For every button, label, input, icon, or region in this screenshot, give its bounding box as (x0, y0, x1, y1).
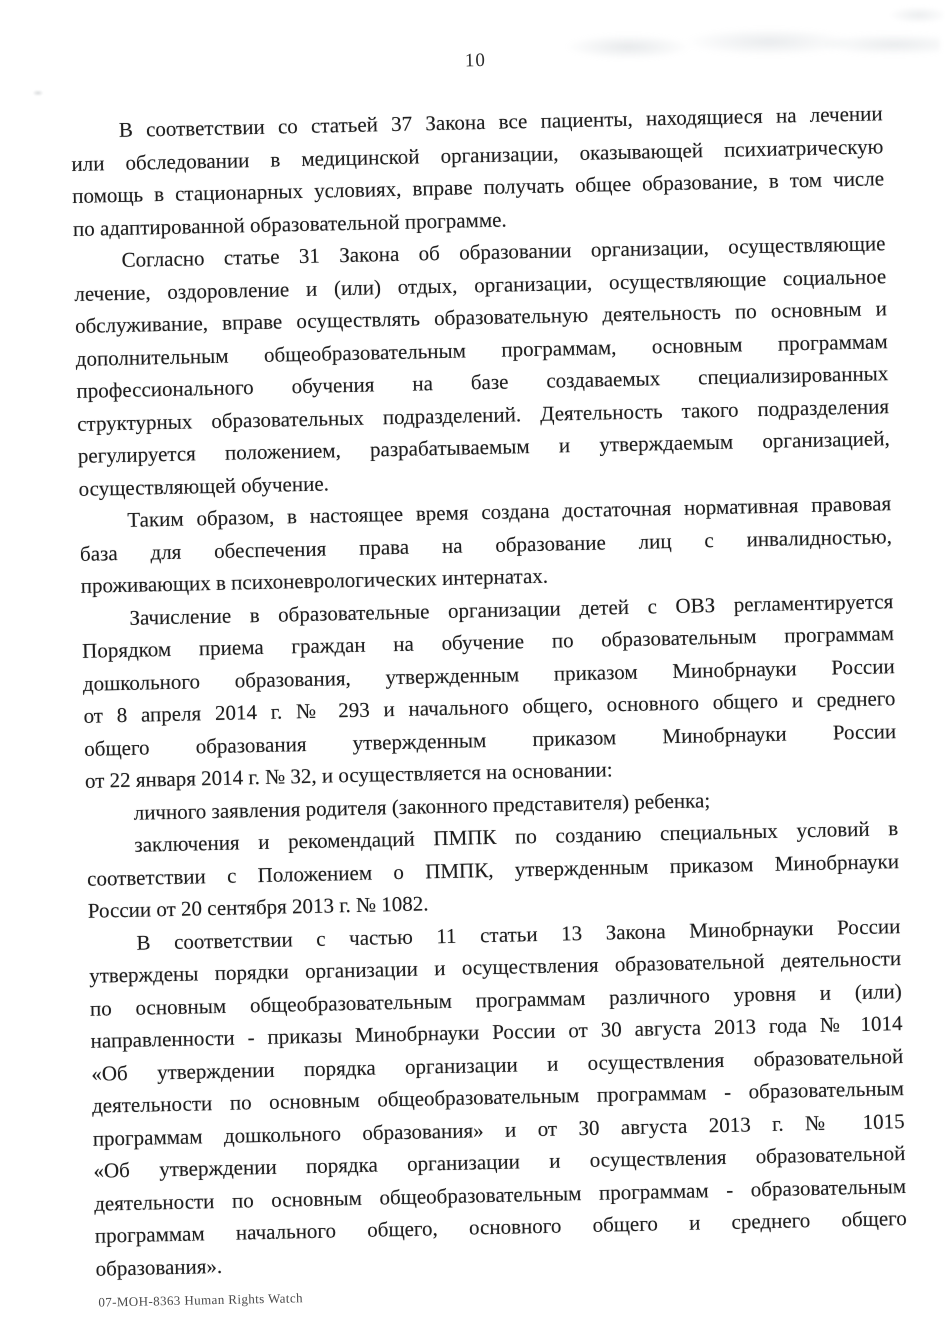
text-line: от 8 апреля 2014 г. № 293 и начального общего, основного общего и среднего (83, 686, 896, 728)
text-line: Согласно статье 31 Закона об образовании организации, осуществляющие (121, 231, 886, 272)
text-line: программам дошкольного образования» и от 30 августа 2013 г. № 1015 (92, 1108, 905, 1151)
text-line: база для обеспечения права на образование лиц с инвалидностью, (79, 523, 893, 566)
text-line: деятельности по основным общеобразовательным программам - образовательным (91, 1076, 905, 1118)
text-line: заключения и рекомендаций ПМПК по созданию специальных условий в (134, 816, 899, 857)
text-line: образования». (95, 1253, 223, 1281)
page-content (68, 0, 908, 1311)
text-line: Зачисление в образовательные организации детей с ОВЗ регламентируется (129, 588, 894, 630)
text-line: направленности - приказы Минобрнауки России от 30 августа 2013 года № 1014 (90, 1011, 903, 1053)
text-line: по основным общеобразовательным программам различного уровня и (или) (89, 978, 903, 1021)
text-line: осуществляющей обучение. (78, 470, 330, 501)
text-line: по адаптированной образовательной программе. (72, 206, 507, 241)
text-line: регулируется положением, разрабатываемым и утверждаемым организацией, (77, 426, 890, 468)
text-line: соответствии с Положением о ПМПК, утвержденным приказом Минобрнауки (86, 848, 900, 891)
scan-speck (30, 88, 46, 98)
text-line: дошкольного образования, утвержденным приказом Минобрнауки России (82, 653, 895, 696)
document-text (70, 97, 907, 1284)
text-line: дополнительным общеобразовательным программам, основным программам (75, 328, 888, 371)
paragraph (73, 227, 890, 505)
paragraph (79, 487, 893, 602)
text-line: Порядком приема граждан на обучение по образовательным программам (81, 621, 895, 663)
text-line: или обследовании в медицинской организации, оказывающей психиатрическую (71, 133, 884, 176)
text-line: личного заявления родителя (законного представителя) ребенка; (133, 787, 711, 825)
paragraph (86, 812, 900, 927)
text-line: России от 20 сентября 2013 г. № 1082. (87, 891, 429, 923)
footer-stamp: 07-MOH-8363 Human Rights Watch (98, 1290, 304, 1310)
text-line: утверждены порядки организации и осуществления образовательной деятельности (88, 946, 902, 988)
text-line: проживающих в психоневрологических интернатах. (80, 563, 549, 598)
text-line: «Об утверждении порядка организации и осуществления образовательной (93, 1141, 906, 1183)
text-line: Таким образом, в настоящее время создана достаточная нормативная правовая (127, 491, 892, 532)
text-line: профессионального обучения на базе создаваемых специализированных (76, 361, 889, 403)
paragraph (70, 97, 885, 245)
text-line: В соответствии со статьей 37 Закона все пациенты, находящиеся на лечении (118, 101, 883, 142)
text-line: обслуживание, вправе осуществлять образовательную деятельность по основным и (74, 296, 888, 338)
text-line: программам начального общего, основного общего и среднего общего (94, 1206, 907, 1248)
text-line: от 22 января 2014 г. № 32, и осуществляется на основании: (84, 757, 613, 793)
text-line: общего образования утвержденным приказом Минобрнауки России (84, 718, 897, 761)
text-line: деятельности по основным общеобразовательным программам - образовательным (93, 1173, 907, 1216)
page-number: 10 (464, 49, 487, 72)
text-line: В соответствии с частью 11 статьи 13 Закона Минобрнауки России (136, 913, 901, 955)
paragraph (81, 585, 897, 798)
text-line: «Об утверждении порядка организации и осуществления образовательной (91, 1043, 904, 1086)
paragraph (88, 910, 908, 1285)
text-line: лечение, оздоровление и (или) отдых, организации, осуществляющие социальное (74, 263, 887, 306)
text-line: структурных образовательных подразделений. Деятельность такого подразделения (76, 393, 890, 436)
text-line: помощь в стационарных условиях, вправе получать общее образование, в том числе (71, 166, 885, 208)
scan-smudge (880, 2, 944, 28)
